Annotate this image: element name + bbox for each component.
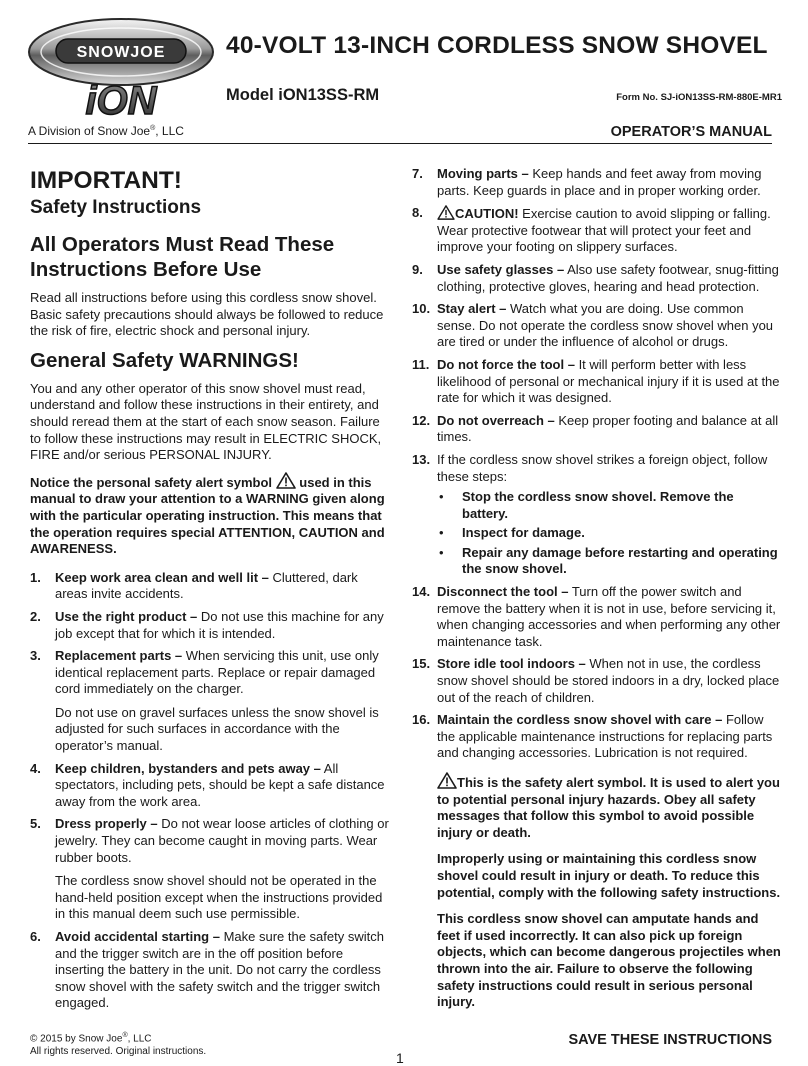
safety-notes	[412, 772, 782, 1011]
form-number: Form No. SJ-iON13SS-RM-880E-MR1	[616, 92, 782, 103]
intro-paragraph: Read all instructions before using this cordless snow shovel. Basic safety precautions should always be followed to reduce the risk of fire, electric shock and personal injury.	[30, 290, 384, 339]
step-item: • Inspect for damage.	[439, 525, 585, 541]
safety-alert-icon	[437, 205, 455, 220]
notice-paragraph: Notice the personal safety alert symbol used in this manual to draw your attention to a WARNING given along with the particular operating instruction. This means that the operation requires special ATTENTION, CAUTION and AWARENESS.	[30, 472, 392, 558]
list-item: 4. Keep children, bystanders and pets away – All spectators, including pets, should be kept a safe distance away from the work area.	[30, 760, 385, 809]
list-item: 13. If the cordless snow shovel strikes a foreign object, follow these steps: • Stop the cordless snow shovel. Remove the battery. • Inspect for damage. • Repair any damage before restarting and operating the snow shovel.	[412, 452, 782, 578]
save-instructions-label: SAVE THESE INSTRUCTIONS	[568, 1032, 772, 1048]
list-item: 3. Replacement parts – When servicing this unit, use only identical replacement parts. Replace or repair damaged cord immediately on the charger. Do not use on gravel surfaces unless the snow shovel is adjusted for such surfaces in accordance with the operator’s manual.	[30, 648, 379, 754]
step-item: • Repair any damage before restarting and operating the snow shovel.	[439, 544, 778, 577]
safety-alert-icon	[437, 772, 457, 789]
list-item: 9. Use safety glasses – Also use safety footwear, snug-fitting clothing, protective gloves, hearing and head protection.	[412, 261, 779, 294]
alert-symbol-paragraph: This is the safety alert symbol. It is used to alert you to potential personal injury hazards. Obey all safety messages that follow this symbol to avoid possible injury or death.	[437, 772, 782, 841]
list-item: 1. Keep work area clean and well lit – Cluttered, dark areas invite accidents.	[30, 569, 358, 602]
list-item: 15. Store idle tool indoors – When not in use, the cordless snow shovel should be stored indoors in a dry, locked place out of the reach of children.	[412, 656, 780, 705]
list-item: 6. Avoid accidental starting – Make sure the safety switch and the trigger switch are in the off position before inserting the battery in the unit. Do not carry the cordless snow shovel with the safety switch and the trigger switch engaged.	[30, 929, 384, 1011]
list-item: 16. Maintain the cordless snow shovel with care – Follow the applicable maintenance instructions for replacing parts and changing accessories. Lubrication is not required.	[412, 712, 773, 761]
list-item: 11. Do not force the tool – It will perform better with less likelihood of personal or mechanical injury if it is used at the rate for which it was designed.	[412, 356, 780, 406]
list-item: 10. Stay alert – Watch what you are doing. Use common sense. Do not operate the cordless snow shovel when you are tired or under the influence of alcohol or drugs.	[412, 301, 774, 350]
improper-use-paragraph: Improperly using or maintaining this cordless snow shovel could result in injury or death. To reduce this potential, comply with the following safety instructions.	[437, 851, 781, 900]
important-heading: IMPORTANT!	[30, 167, 182, 194]
safety-instructions-heading: Safety Instructions	[30, 197, 202, 218]
division-line: A Division of Snow Joe®, LLC	[28, 124, 184, 138]
safety-list-left	[30, 570, 392, 1012]
left-column	[30, 166, 392, 1018]
list-item: 12. Do not overreach – Keep proper footing and balance at all times.	[412, 412, 779, 445]
document-title: 40-VOLT 13-INCH CORDLESS SNOW SHOVEL	[226, 32, 768, 59]
step-item: • Stop the cordless snow shovel. Remove the battery.	[439, 489, 734, 521]
copyright-notice: © 2015 by Snow Joe®, LLC All rights reserved. Original instructions.	[30, 1032, 207, 1057]
general-warnings-heading: General Safety WARNINGS!	[30, 348, 299, 372]
right-column	[412, 166, 782, 1021]
list-item: 8. CAUTION! Exercise caution to avoid slipping or falling. Wear protective footwear that will protect your feet and improve your footing on slippery surfaces.	[412, 205, 771, 255]
safety-alert-icon	[276, 472, 296, 489]
list-item: 2. Use the right product – Do not use this machine for any job except that for which it is intended.	[30, 608, 384, 641]
model-number: Model iON13SS-RM	[226, 86, 380, 104]
logo-ion-text: iON	[85, 79, 157, 122]
list-item: 14. Disconnect the tool – Turn off the power switch and remove the battery when it is not in use, before servicing it, when changing accessories and when performing any other maintenance task.	[412, 584, 781, 649]
operators-manual-label: OPERATOR’S MANUAL	[610, 124, 772, 140]
list-item: 7. Moving parts – Keep hands and feet away from moving parts. Keep guards in place and in proper working order.	[412, 166, 762, 198]
foreign-object-steps	[437, 489, 782, 578]
snowjoe-ion-logo	[26, 14, 216, 122]
page-number: 1	[396, 1050, 404, 1066]
header-divider	[28, 143, 772, 144]
safety-list-right	[412, 166, 782, 762]
general-warnings-paragraph: You and any other operator of this snow shovel must read, understand and follow these instructions in their entirety, and should reread them at the start of each snow season. Failure to follow these instructions may result in ELECTRIC SHOCK, FIRE and/or serious PERSONAL INJURY.	[30, 380, 382, 463]
must-read-heading: All Operators Must Read These Instructions Before Use	[30, 233, 335, 281]
logo-brand-text: SNOWJOE	[76, 44, 166, 61]
list-item: 5. Dress properly – Do not wear loose articles of clothing or jewelry. They can become caught in moving parts. Wear rubber boots. The cordless snow shovel should not be operated in the hand-held position except when the instructions provided in this manual deem such use permissible.	[30, 816, 389, 922]
amputate-warning-paragraph: This cordless snow shovel can amputate hands and feet if used incorrectly. It can also pick up foreign objects, which can become dangerous projectiles when thrown into the air. Failure to observe the following safety instructions could result in serious personal injury.	[437, 911, 781, 1010]
